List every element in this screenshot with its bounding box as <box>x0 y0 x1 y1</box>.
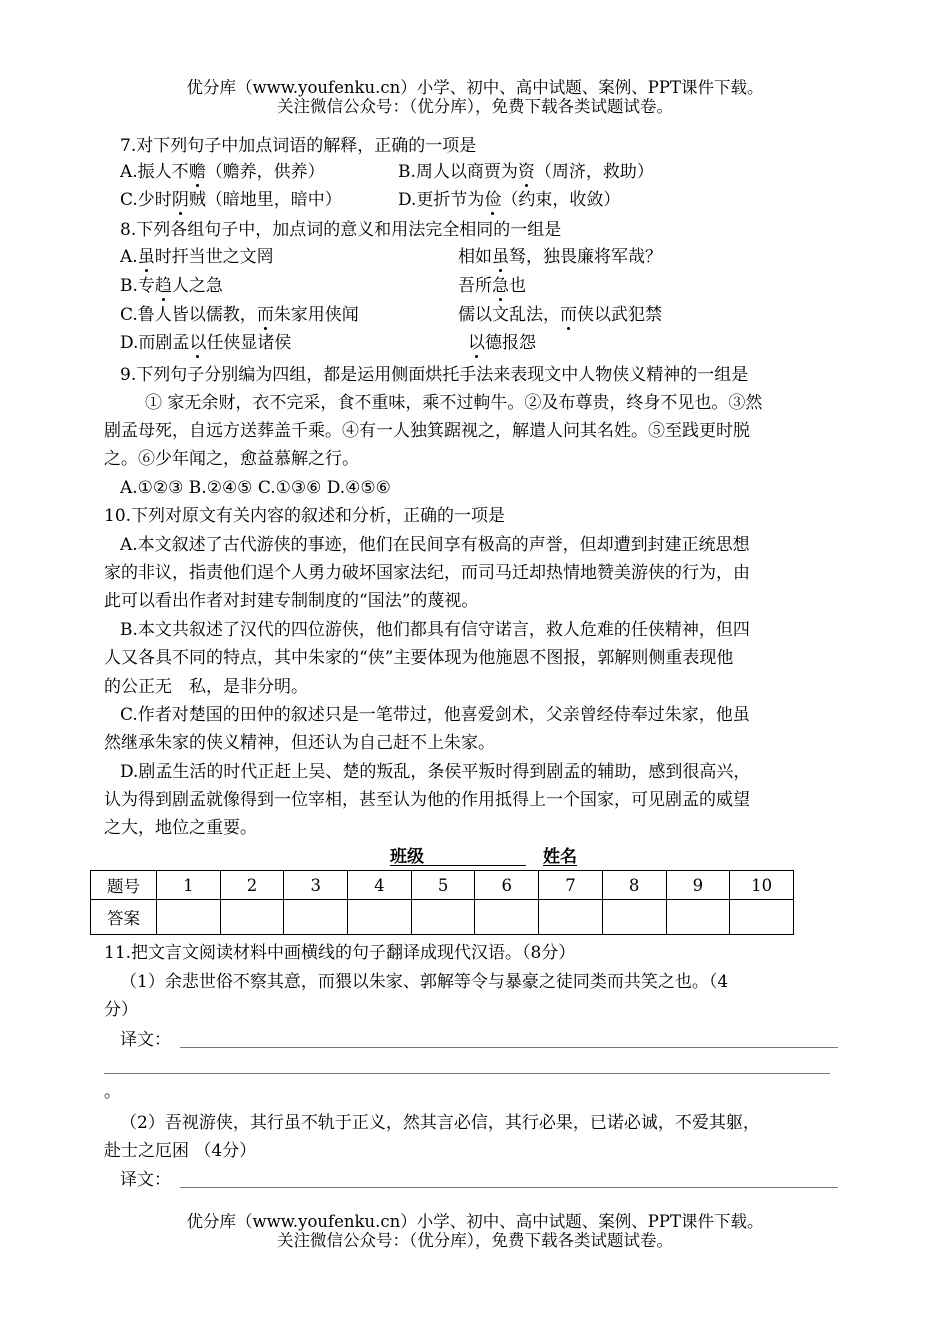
question-number-cell: 3 <box>284 871 348 900</box>
table-header-cell: 题号 <box>91 871 157 900</box>
q11-part-1: （1）余悲世俗不察其意，而猥以朱家、郭解等令与暴豪之徒同类而共笑之也。（4 <box>120 972 729 992</box>
translation-label: 译文： <box>120 1170 171 1190</box>
answer-table-answer-row <box>91 900 794 935</box>
q7-option-a: A.振人不赡（赡养，供养） <box>120 162 325 182</box>
emphasis-dot-word: 急 <box>492 276 509 296</box>
answer-cell[interactable] <box>284 900 348 935</box>
answer-cell[interactable] <box>157 900 221 935</box>
translation-label: 译文： <box>120 1030 171 1050</box>
answer-table-number-row <box>91 871 794 900</box>
q10-option-c: C.作者对楚国的田仲的叙述只是一笔带过，他喜爱剑术，父亲曾经侍奉过朱家，他虽 <box>120 705 750 725</box>
emphasis-dot-word: 资 <box>517 162 535 182</box>
question-number-cell: 5 <box>411 871 475 900</box>
question-number-cell: 10 <box>730 871 794 900</box>
header-line-1: 优分库（www.youfenku.cn）小学、初中、高中试题、案例、PPT课件下载。 <box>186 78 764 97</box>
q7-stem: 7.对下列句子中加点词语的解释，正确的一项是 <box>120 136 477 156</box>
q9-text-line: ① 家无余财，衣不完采，食不重味，乘不过軥牛。②及布尊贵，终身不见也。③然 <box>145 393 763 413</box>
q10-option-d: D.剧孟生活的时代正赶上吴、楚的叛乱，条侯平叛时得到剧孟的辅助，感到很高兴， <box>120 762 751 782</box>
emphasis-dot-word: 俭 <box>484 190 502 210</box>
footer-line-1: 优分库（www.youfenku.cn）小学、初中、高中试题、案例、PPT课件下载。 <box>186 1212 764 1231</box>
emphasis-dot-word: 以 <box>189 333 207 353</box>
question-number-cell: 9 <box>666 871 730 900</box>
emphasis-dot-word: 趋 <box>154 276 172 296</box>
emphasis-dot-word: 赡 <box>188 162 206 182</box>
answer-cell[interactable] <box>666 900 730 935</box>
q10-option-a: A.本文叙述了古代游侠的事迹，他们在民间享有极高的声誉，但却遭到封建正统思想 <box>120 535 750 555</box>
q7-option-b: B.周人以商贾为资（周济，救助） <box>398 162 654 182</box>
question-number-cell: 7 <box>539 871 603 900</box>
q7-option-c: C.少时阴贼（暗地里，暗中） <box>120 190 342 210</box>
emphasis-dot-word: 阴 <box>171 190 189 210</box>
emphasis-dot-word: 而 <box>560 305 577 325</box>
q10-stem: 10.下列对原文有关内容的叙述和分析，正确的一项是 <box>104 506 506 526</box>
q8-stem: 8.下列各组句子中，加点词的意义和用法完全相同的一组是 <box>120 220 562 240</box>
q9-options: A.①②③ B.②④⑤ C.①③⑥ D.④⑤⑥ <box>120 478 391 498</box>
q8-option-a-right: 相如虽驽，独畏廉将军哉？ <box>458 247 662 267</box>
q8-option-c-left: C.鲁人皆以儒教，而朱家用侠闻 <box>120 305 359 325</box>
q11-part-1-cont: 分） <box>104 1000 138 1020</box>
q10-option-b-cont: 的公正无 私，是非分明。 <box>104 677 308 697</box>
q8-option-c-right: 儒以文乱法，而侠以武犯禁 <box>458 305 662 325</box>
footer-line-2: 关注微信公众号：（优分库），免费下载各类试题试卷。 <box>277 1231 673 1250</box>
answer-cell[interactable] <box>348 900 412 935</box>
answer-table <box>90 870 794 935</box>
q10-option-c-cont: 然继承朱家的侠义精神，但还认为自己赶不上朱家。 <box>104 733 495 753</box>
emphasis-dot-word: 虽 <box>492 247 509 267</box>
q10-option-d-cont: 认为得到剧孟就像得到一位宰相，甚至认为他的作用抵得上一个国家，可见剧孟的威望 <box>104 790 750 810</box>
q11-period: 。 <box>104 1082 121 1102</box>
q11-stem: 11.把文言文阅读材料中画横线的句子翻译成现代汉语。（8分） <box>104 943 576 963</box>
answer-line[interactable] <box>180 1187 838 1188</box>
q10-option-b: B.本文共叙述了汉代的四位游侠，他们都具有信守诺言，救人危难的任侠精神，但四 <box>120 620 750 640</box>
emphasis-dot-word: 以 <box>468 333 485 353</box>
answer-cell[interactable] <box>602 900 666 935</box>
question-number-cell: 6 <box>475 871 539 900</box>
question-number-cell: 2 <box>220 871 284 900</box>
emphasis-dot-word: 虽 <box>137 247 155 267</box>
table-header-cell: 答案 <box>91 900 157 935</box>
answer-cell[interactable] <box>730 900 794 935</box>
emphasis-dot-word: 而 <box>256 305 274 325</box>
answer-line[interactable] <box>180 1047 838 1048</box>
q8-option-b-left: B.专趋人之急 <box>120 276 223 296</box>
q9-text-line: 之。⑥少年闻之，愈益慕解之行。 <box>104 449 359 469</box>
q10-option-a-cont: 此可以看出作者对封建专制制度的“国法”的蔑视。 <box>104 591 479 611</box>
header-line-2: 关注微信公众号：（优分库），免费下载各类试题试卷。 <box>277 97 673 116</box>
q7-option-d: D.更折节为俭（约束，收敛） <box>398 190 621 210</box>
name-label: 姓名 <box>543 847 577 867</box>
q8-option-d-left: D.而剧孟以任侠显诸侯 <box>120 333 292 353</box>
q8-option-d-right: 以德报怨 <box>468 333 536 353</box>
answer-cell[interactable] <box>220 900 284 935</box>
answer-cell[interactable] <box>539 900 603 935</box>
class-label: 班级 <box>390 847 424 867</box>
q10-option-d-cont: 之大，地位之重要。 <box>104 818 257 838</box>
question-number-cell: 1 <box>157 871 221 900</box>
q10-option-b-cont: 人又各具不同的特点，其中朱家的“侠”主要体现为他施恩不图报，郭解则侧重表现他 <box>104 648 734 668</box>
answer-line[interactable] <box>104 1073 830 1074</box>
q9-text-line: 剧孟母死，自远方送葬盖千乘。④有一人独箕踞视之，解遣人问其名姓。⑤至践更时脱 <box>104 421 750 441</box>
answer-cell[interactable] <box>411 900 475 935</box>
q11-part-2: （2）吾视游侠，其行虽不轨于正义，然其言必信，其行必果，已诺必诚，不爱其躯， <box>120 1113 760 1133</box>
question-number-cell: 8 <box>602 871 666 900</box>
q10-option-a-cont: 家的非议，指责他们逞个人勇力破坏国家法纪，而司马迁却热情地赞美游侠的行为，由 <box>104 563 750 583</box>
q11-part-2-cont: 赴士之厄困 （4分） <box>104 1141 257 1161</box>
q9-stem: 9.下列句子分别编为四组，都是运用侧面烘托手法来表现文中人物侠义精神的一组是 <box>120 365 749 385</box>
question-number-cell: 4 <box>348 871 412 900</box>
q8-option-a-left: A.虽时扞当世之文罔 <box>120 247 274 267</box>
q8-option-b-right: 吾所急也 <box>458 276 526 296</box>
answer-cell[interactable] <box>475 900 539 935</box>
